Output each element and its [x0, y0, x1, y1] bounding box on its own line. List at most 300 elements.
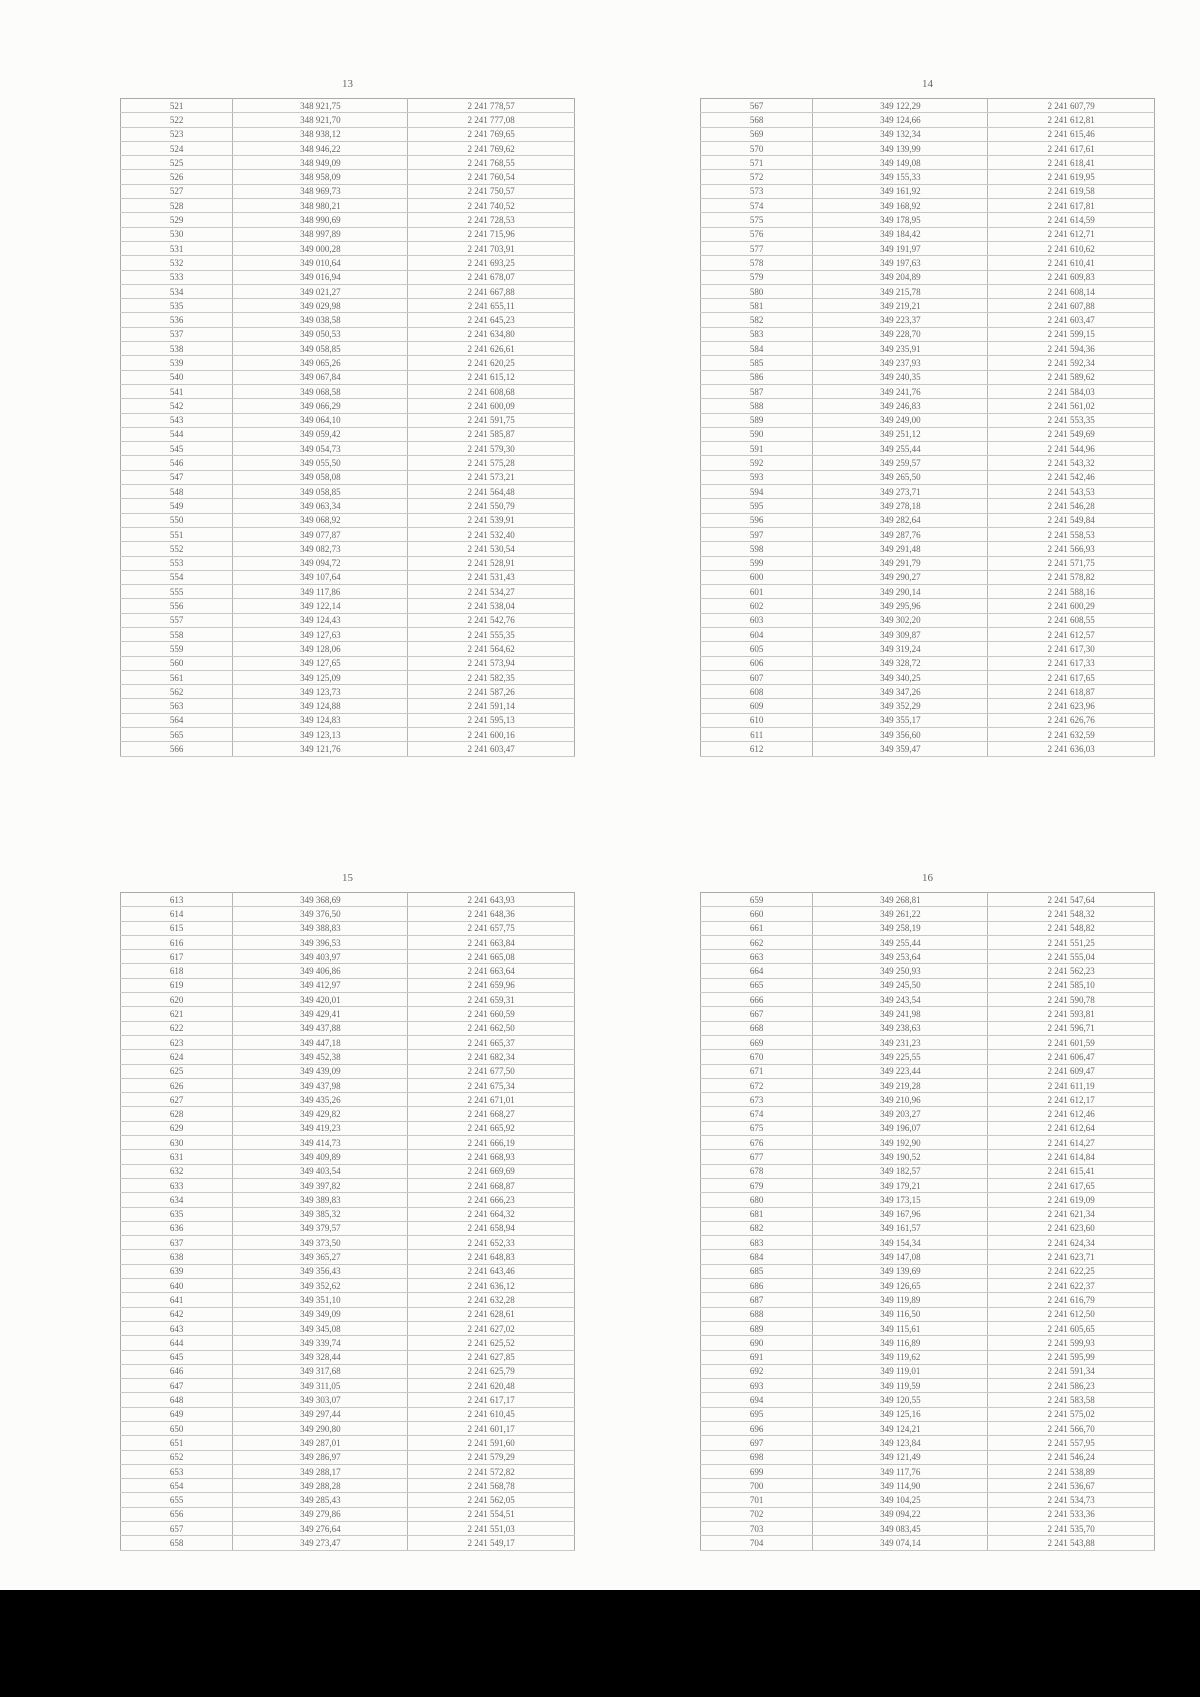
table-row — [121, 1522, 575, 1536]
point-number-cell: 560 — [121, 656, 233, 670]
point-number-cell: 627 — [121, 1093, 233, 1107]
point-number-cell: 570 — [701, 141, 813, 155]
point-number-cell: 612 — [701, 742, 813, 756]
y-coordinate-cell: 2 241 659,31 — [408, 993, 575, 1007]
x-coordinate-cell: 349 288,17 — [233, 1464, 408, 1478]
x-coordinate-cell: 349 149,08 — [813, 156, 988, 170]
table-row — [701, 1293, 1155, 1307]
y-coordinate-cell: 2 241 693,25 — [408, 256, 575, 270]
y-coordinate-cell: 2 241 668,27 — [408, 1107, 575, 1121]
table-row — [121, 1450, 575, 1464]
point-number-cell: 572 — [701, 170, 813, 184]
point-number-cell: 659 — [701, 893, 813, 907]
y-coordinate-cell: 2 241 671,01 — [408, 1093, 575, 1107]
table-row — [701, 685, 1155, 699]
y-coordinate-cell: 2 241 663,64 — [408, 964, 575, 978]
table-row — [121, 642, 575, 656]
point-number-cell: 679 — [701, 1178, 813, 1192]
point-number-cell: 667 — [701, 1007, 813, 1021]
y-coordinate-cell: 2 241 596,71 — [988, 1021, 1155, 1035]
point-number-cell: 663 — [701, 950, 813, 964]
point-number-cell: 562 — [121, 685, 233, 699]
y-coordinate-cell: 2 241 612,81 — [988, 113, 1155, 127]
table-row — [121, 1093, 575, 1107]
point-number-cell: 559 — [121, 642, 233, 656]
y-coordinate-cell: 2 241 603,47 — [988, 313, 1155, 327]
x-coordinate-cell: 349 064,10 — [233, 413, 408, 427]
table-row — [121, 1050, 575, 1064]
point-number-cell: 523 — [121, 127, 233, 141]
point-number-cell: 533 — [121, 270, 233, 284]
y-coordinate-cell: 2 241 662,50 — [408, 1021, 575, 1035]
y-coordinate-cell: 2 241 543,32 — [988, 456, 1155, 470]
y-coordinate-cell: 2 241 573,94 — [408, 656, 575, 670]
x-coordinate-cell: 349 082,73 — [233, 542, 408, 556]
table-row — [121, 199, 575, 213]
y-coordinate-cell: 2 241 609,83 — [988, 270, 1155, 284]
table-row — [701, 613, 1155, 627]
table-row — [121, 1021, 575, 1035]
y-coordinate-cell: 2 241 591,14 — [408, 699, 575, 713]
point-number-cell: 564 — [121, 713, 233, 727]
y-coordinate-cell: 2 241 548,32 — [988, 907, 1155, 921]
table-row — [121, 627, 575, 641]
y-coordinate-cell: 2 241 618,41 — [988, 156, 1155, 170]
point-number-cell: 607 — [701, 670, 813, 684]
point-number-cell: 686 — [701, 1279, 813, 1293]
y-coordinate-cell: 2 241 551,03 — [408, 1522, 575, 1536]
y-coordinate-cell: 2 241 778,57 — [408, 99, 575, 113]
y-coordinate-cell: 2 241 619,95 — [988, 170, 1155, 184]
point-number-cell: 671 — [701, 1064, 813, 1078]
y-coordinate-cell: 2 241 544,96 — [988, 442, 1155, 456]
point-number-cell: 658 — [121, 1536, 233, 1550]
table-row — [121, 993, 575, 1007]
point-number-cell: 676 — [701, 1136, 813, 1150]
point-number-cell: 609 — [701, 699, 813, 713]
table-row — [121, 513, 575, 527]
table-row — [121, 699, 575, 713]
y-coordinate-cell: 2 241 668,93 — [408, 1150, 575, 1164]
point-number-cell: 678 — [701, 1164, 813, 1178]
y-coordinate-cell: 2 241 610,45 — [408, 1407, 575, 1421]
y-coordinate-cell: 2 241 584,03 — [988, 384, 1155, 398]
point-number-cell: 539 — [121, 356, 233, 370]
point-number-cell: 637 — [121, 1236, 233, 1250]
point-number-cell: 662 — [701, 935, 813, 949]
y-coordinate-cell: 2 241 625,79 — [408, 1364, 575, 1378]
point-number-cell: 628 — [121, 1107, 233, 1121]
y-coordinate-cell: 2 241 645,23 — [408, 313, 575, 327]
x-coordinate-cell: 349 104,25 — [813, 1493, 988, 1507]
table-row — [701, 1421, 1155, 1435]
y-coordinate-cell: 2 241 612,17 — [988, 1093, 1155, 1107]
y-coordinate-cell: 2 241 550,79 — [408, 499, 575, 513]
x-coordinate-cell: 349 420,01 — [233, 993, 408, 1007]
x-coordinate-cell: 348 946,22 — [233, 141, 408, 155]
x-coordinate-cell: 349 115,61 — [813, 1321, 988, 1335]
x-coordinate-cell: 349 223,37 — [813, 313, 988, 327]
y-coordinate-cell: 2 241 665,37 — [408, 1035, 575, 1049]
table-row — [701, 542, 1155, 556]
table-row — [121, 1407, 575, 1421]
y-coordinate-cell: 2 241 530,54 — [408, 542, 575, 556]
x-coordinate-cell: 349 437,88 — [233, 1021, 408, 1035]
table-row — [701, 1250, 1155, 1264]
y-coordinate-cell: 2 241 616,79 — [988, 1293, 1155, 1307]
point-number-cell: 552 — [121, 542, 233, 556]
table-row — [121, 1264, 575, 1278]
x-coordinate-cell: 349 059,42 — [233, 427, 408, 441]
point-number-cell: 623 — [121, 1035, 233, 1049]
x-coordinate-cell: 349 290,80 — [233, 1421, 408, 1435]
table-row — [701, 978, 1155, 992]
y-coordinate-cell: 2 241 599,15 — [988, 327, 1155, 341]
x-coordinate-cell: 349 261,22 — [813, 907, 988, 921]
table-row — [701, 384, 1155, 398]
table-row — [121, 141, 575, 155]
point-number-cell: 656 — [121, 1507, 233, 1521]
point-number-cell: 682 — [701, 1221, 813, 1235]
table-row — [701, 127, 1155, 141]
point-number-cell: 557 — [121, 613, 233, 627]
table-row — [121, 921, 575, 935]
y-coordinate-cell: 2 241 554,51 — [408, 1507, 575, 1521]
y-coordinate-cell: 2 241 543,88 — [988, 1536, 1155, 1550]
page-number: 16 — [922, 872, 933, 884]
x-coordinate-cell: 349 058,85 — [233, 342, 408, 356]
point-number-cell: 603 — [701, 613, 813, 627]
point-number-cell: 625 — [121, 1064, 233, 1078]
table-row — [121, 585, 575, 599]
point-number-cell: 575 — [701, 213, 813, 227]
x-coordinate-cell: 349 397,82 — [233, 1178, 408, 1192]
table-row — [701, 113, 1155, 127]
x-coordinate-cell: 348 938,12 — [233, 127, 408, 141]
table-row — [701, 1207, 1155, 1221]
x-coordinate-cell: 349 184,42 — [813, 227, 988, 241]
table-row — [701, 1264, 1155, 1278]
x-coordinate-cell: 349 107,64 — [233, 570, 408, 584]
x-coordinate-cell: 349 167,96 — [813, 1207, 988, 1221]
y-coordinate-cell: 2 241 588,16 — [988, 585, 1155, 599]
coordinate-table-block — [700, 78, 1155, 757]
y-coordinate-cell: 2 241 539,91 — [408, 513, 575, 527]
point-number-cell: 619 — [121, 978, 233, 992]
x-coordinate-cell: 349 121,76 — [233, 742, 408, 756]
x-coordinate-cell: 349 122,29 — [813, 99, 988, 113]
y-coordinate-cell: 2 241 608,14 — [988, 284, 1155, 298]
table-row — [701, 1464, 1155, 1478]
point-number-cell: 616 — [121, 935, 233, 949]
x-coordinate-cell: 349 055,50 — [233, 456, 408, 470]
table-row — [121, 127, 575, 141]
table-row — [121, 470, 575, 484]
y-coordinate-cell: 2 241 548,82 — [988, 921, 1155, 935]
table-row — [701, 1436, 1155, 1450]
point-number-cell: 647 — [121, 1379, 233, 1393]
y-coordinate-cell: 2 241 546,28 — [988, 499, 1155, 513]
table-row — [701, 1450, 1155, 1464]
y-coordinate-cell: 2 241 555,35 — [408, 627, 575, 641]
y-coordinate-cell: 2 241 542,76 — [408, 613, 575, 627]
table-row — [701, 599, 1155, 613]
y-coordinate-cell: 2 241 617,65 — [988, 670, 1155, 684]
point-number-cell: 556 — [121, 599, 233, 613]
y-coordinate-cell: 2 241 589,62 — [988, 370, 1155, 384]
x-coordinate-cell: 349 246,83 — [813, 399, 988, 413]
y-coordinate-cell: 2 241 585,87 — [408, 427, 575, 441]
table-row — [701, 1107, 1155, 1121]
y-coordinate-cell: 2 241 611,19 — [988, 1078, 1155, 1092]
x-coordinate-cell: 349 345,08 — [233, 1321, 408, 1335]
x-coordinate-cell: 349 010,64 — [233, 256, 408, 270]
point-number-cell: 541 — [121, 384, 233, 398]
y-coordinate-cell: 2 241 594,36 — [988, 342, 1155, 356]
y-coordinate-cell: 2 241 593,81 — [988, 1007, 1155, 1021]
table-row — [701, 199, 1155, 213]
x-coordinate-cell: 349 125,09 — [233, 670, 408, 684]
x-coordinate-cell: 349 249,00 — [813, 413, 988, 427]
y-coordinate-cell: 2 241 561,02 — [988, 399, 1155, 413]
point-number-cell: 529 — [121, 213, 233, 227]
x-coordinate-cell: 349 268,81 — [813, 893, 988, 907]
table-row — [121, 327, 575, 341]
point-number-cell: 690 — [701, 1336, 813, 1350]
x-coordinate-cell: 349 114,90 — [813, 1479, 988, 1493]
x-coordinate-cell: 349 190,52 — [813, 1150, 988, 1164]
x-coordinate-cell: 349 356,60 — [813, 728, 988, 742]
x-coordinate-cell: 349 050,53 — [233, 327, 408, 341]
point-number-cell: 642 — [121, 1307, 233, 1321]
x-coordinate-cell: 349 245,50 — [813, 978, 988, 992]
x-coordinate-cell: 349 067,84 — [233, 370, 408, 384]
table-row — [701, 527, 1155, 541]
table-row — [701, 728, 1155, 742]
table-row — [121, 656, 575, 670]
table-row — [121, 1150, 575, 1164]
y-coordinate-cell: 2 241 590,78 — [988, 993, 1155, 1007]
point-number-cell: 687 — [701, 1293, 813, 1307]
y-coordinate-cell: 2 241 534,73 — [988, 1493, 1155, 1507]
y-coordinate-cell: 2 241 551,25 — [988, 935, 1155, 949]
point-number-cell: 621 — [121, 1007, 233, 1021]
point-number-cell: 590 — [701, 427, 813, 441]
table-row — [121, 542, 575, 556]
y-coordinate-cell: 2 241 546,24 — [988, 1450, 1155, 1464]
table-row — [701, 964, 1155, 978]
x-coordinate-cell: 349 356,43 — [233, 1264, 408, 1278]
point-number-cell: 592 — [701, 456, 813, 470]
point-number-cell: 550 — [121, 513, 233, 527]
y-coordinate-cell: 2 241 669,69 — [408, 1164, 575, 1178]
scan-dark-band — [0, 1590, 1200, 1697]
table-row — [701, 1178, 1155, 1192]
x-coordinate-cell: 349 204,89 — [813, 270, 988, 284]
y-coordinate-cell: 2 241 678,07 — [408, 270, 575, 284]
y-coordinate-cell: 2 241 564,48 — [408, 485, 575, 499]
y-coordinate-cell: 2 241 595,13 — [408, 713, 575, 727]
y-coordinate-cell: 2 241 627,02 — [408, 1321, 575, 1335]
x-coordinate-cell: 349 379,57 — [233, 1221, 408, 1235]
table-row — [121, 742, 575, 756]
y-coordinate-cell: 2 241 549,69 — [988, 427, 1155, 441]
point-number-cell: 624 — [121, 1050, 233, 1064]
table-row — [121, 1236, 575, 1250]
table-row — [121, 1464, 575, 1478]
x-coordinate-cell: 349 309,87 — [813, 627, 988, 641]
x-coordinate-cell: 349 235,91 — [813, 342, 988, 356]
point-number-cell: 665 — [701, 978, 813, 992]
table-row — [701, 993, 1155, 1007]
point-number-cell: 594 — [701, 485, 813, 499]
y-coordinate-cell: 2 241 634,80 — [408, 327, 575, 341]
y-coordinate-cell: 2 241 659,96 — [408, 978, 575, 992]
point-number-cell: 646 — [121, 1364, 233, 1378]
y-coordinate-cell: 2 241 586,23 — [988, 1379, 1155, 1393]
y-coordinate-cell: 2 241 591,34 — [988, 1364, 1155, 1378]
table-row — [121, 342, 575, 356]
point-number-cell: 526 — [121, 170, 233, 184]
table-row — [701, 1136, 1155, 1150]
x-coordinate-cell: 349 124,21 — [813, 1421, 988, 1435]
x-coordinate-cell: 349 126,65 — [813, 1279, 988, 1293]
table-row — [701, 1064, 1155, 1078]
x-coordinate-cell: 349 409,89 — [233, 1150, 408, 1164]
x-coordinate-cell: 348 958,09 — [233, 170, 408, 184]
table-row — [121, 964, 575, 978]
point-number-cell: 651 — [121, 1436, 233, 1450]
y-coordinate-cell: 2 241 750,57 — [408, 184, 575, 198]
y-coordinate-cell: 2 241 667,88 — [408, 284, 575, 298]
x-coordinate-cell: 349 290,14 — [813, 585, 988, 599]
y-coordinate-cell: 2 241 566,93 — [988, 542, 1155, 556]
x-coordinate-cell: 349 429,82 — [233, 1107, 408, 1121]
table-row — [701, 1150, 1155, 1164]
point-number-cell: 693 — [701, 1379, 813, 1393]
point-number-cell: 576 — [701, 227, 813, 241]
table-row — [121, 1436, 575, 1450]
point-number-cell: 574 — [701, 199, 813, 213]
x-coordinate-cell: 349 121,49 — [813, 1450, 988, 1464]
point-number-cell: 689 — [701, 1321, 813, 1335]
point-number-cell: 545 — [121, 442, 233, 456]
x-coordinate-cell: 349 223,44 — [813, 1064, 988, 1078]
y-coordinate-cell: 2 241 666,23 — [408, 1193, 575, 1207]
x-coordinate-cell: 349 439,09 — [233, 1064, 408, 1078]
point-number-cell: 595 — [701, 499, 813, 513]
x-coordinate-cell: 349 389,83 — [233, 1193, 408, 1207]
x-coordinate-cell: 349 196,07 — [813, 1121, 988, 1135]
y-coordinate-cell: 2 241 626,61 — [408, 342, 575, 356]
x-coordinate-cell: 349 437,98 — [233, 1078, 408, 1092]
table-row — [701, 227, 1155, 241]
x-coordinate-cell: 349 125,16 — [813, 1407, 988, 1421]
point-number-cell: 652 — [121, 1450, 233, 1464]
point-number-cell: 563 — [121, 699, 233, 713]
y-coordinate-cell: 2 241 677,50 — [408, 1064, 575, 1078]
table-row — [121, 728, 575, 742]
y-coordinate-cell: 2 241 599,93 — [988, 1336, 1155, 1350]
table-row — [121, 1307, 575, 1321]
point-number-cell: 522 — [121, 113, 233, 127]
table-row — [701, 313, 1155, 327]
x-coordinate-cell: 349 139,69 — [813, 1264, 988, 1278]
y-coordinate-cell: 2 241 665,92 — [408, 1121, 575, 1135]
y-coordinate-cell: 2 241 620,25 — [408, 356, 575, 370]
y-coordinate-cell: 2 241 601,17 — [408, 1421, 575, 1435]
y-coordinate-cell: 2 241 623,71 — [988, 1250, 1155, 1264]
table-row — [121, 384, 575, 398]
x-coordinate-cell: 349 255,44 — [813, 442, 988, 456]
table-row — [121, 1136, 575, 1150]
y-coordinate-cell: 2 241 564,62 — [408, 642, 575, 656]
table-row — [701, 1379, 1155, 1393]
point-number-cell: 696 — [701, 1421, 813, 1435]
y-coordinate-cell: 2 241 636,03 — [988, 742, 1155, 756]
table-row — [121, 284, 575, 298]
y-coordinate-cell: 2 241 562,05 — [408, 1493, 575, 1507]
table-row — [121, 613, 575, 627]
point-number-cell: 602 — [701, 599, 813, 613]
point-number-cell: 632 — [121, 1164, 233, 1178]
x-coordinate-cell: 349 287,76 — [813, 527, 988, 541]
y-coordinate-cell: 2 241 617,17 — [408, 1393, 575, 1407]
y-coordinate-cell: 2 241 660,59 — [408, 1007, 575, 1021]
table-row — [701, 427, 1155, 441]
table-row — [701, 921, 1155, 935]
x-coordinate-cell: 349 303,07 — [233, 1393, 408, 1407]
x-coordinate-cell: 349 058,85 — [233, 485, 408, 499]
table-row — [121, 950, 575, 964]
point-number-cell: 614 — [121, 907, 233, 921]
point-number-cell: 692 — [701, 1364, 813, 1378]
point-number-cell: 668 — [701, 1021, 813, 1035]
point-number-cell: 620 — [121, 993, 233, 1007]
y-coordinate-cell: 2 241 668,87 — [408, 1178, 575, 1192]
table-row — [121, 270, 575, 284]
y-coordinate-cell: 2 241 585,10 — [988, 978, 1155, 992]
point-number-cell: 672 — [701, 1078, 813, 1092]
y-coordinate-cell: 2 241 614,59 — [988, 213, 1155, 227]
point-number-cell: 534 — [121, 284, 233, 298]
y-coordinate-cell: 2 241 657,75 — [408, 921, 575, 935]
y-coordinate-cell: 2 241 636,12 — [408, 1279, 575, 1293]
table-row — [701, 1078, 1155, 1092]
point-number-cell: 622 — [121, 1021, 233, 1035]
point-number-cell: 600 — [701, 570, 813, 584]
table-row — [121, 1293, 575, 1307]
table-row — [121, 156, 575, 170]
y-coordinate-cell: 2 241 648,83 — [408, 1250, 575, 1264]
table-row — [701, 284, 1155, 298]
x-coordinate-cell: 349 124,66 — [813, 113, 988, 127]
table-row — [701, 1479, 1155, 1493]
point-number-cell: 543 — [121, 413, 233, 427]
point-number-cell: 530 — [121, 227, 233, 241]
point-number-cell: 577 — [701, 241, 813, 255]
x-coordinate-cell: 349 128,06 — [233, 642, 408, 656]
y-coordinate-cell: 2 241 632,28 — [408, 1293, 575, 1307]
coordinate-table — [700, 892, 1155, 1551]
table-row — [121, 213, 575, 227]
x-coordinate-cell: 349 127,63 — [233, 627, 408, 641]
point-number-cell: 631 — [121, 1150, 233, 1164]
y-coordinate-cell: 2 241 664,32 — [408, 1207, 575, 1221]
table-row — [121, 556, 575, 570]
x-coordinate-cell: 349 083,45 — [813, 1522, 988, 1536]
table-row — [701, 327, 1155, 341]
